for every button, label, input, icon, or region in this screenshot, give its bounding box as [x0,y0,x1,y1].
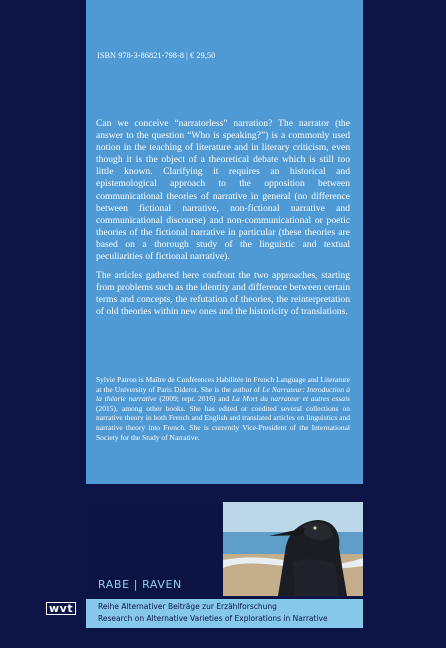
bio-text-2: (2009; repr. 2016) and [156,394,232,404]
bio-book-title-2: La Mort du narrateur et autres essais [231,394,350,404]
blurb-paragraph-2: The articles gathered here confront the two approaches, starting from problems such as the identity and difference between certain terms and concepts, the refutation of theories, the reinterpretation of old theories within new ones and the historicity of translations. [96,270,350,318]
bio-book-title-1: Le Narrateur: Introduction à la théorie narrative [96,384,351,404]
series-subtitle-english: Research on Alternative Varieties of Explorations in Narrative [98,614,328,623]
bio-text-3: (2015), among other books. She has edited or coedited several collections on narrative theory in both French and English and translated articles on linguistics and narrative theory into French. She is currently Vice-President of the International Society for the Study of Narrative. [96,403,350,442]
publisher-logo-text: wvt [46,602,76,615]
series-subtitle-german: Reihe Alternativer Beiträge zur Erzählforschung [98,602,277,611]
blurb [96,118,350,326]
series-title-block [86,502,223,596]
author-bio [96,375,350,442]
blurb-paragraph-1: Can we conceive “narratorless” narration? The narrator (the answer to the question “Who is speaking?”) is a commonly used notion in the teaching of literature and in literary criticism, even though it is the object of a theoretical debate which is still too little known. Clarifying it requires an historical and epistemological approach to the opposition between communicational theories of narrative in general (no difference between fictional narrative, non-fictional narrative and communicational discourse) and non-communicational or poetic theories of the fictional narrative in particular (these theories are based on a thorough study of the linguistic and textual peculiarities of fictional narrative). [96,118,350,263]
bio-text-1: Sylvie Patron is Maître de Conférences Habilitée in French Language and Literature at the University of Paris Diderot. She is the author of [96,375,350,394]
raven-image [223,502,363,596]
back-cover-panel [86,0,363,484]
isbn-price: ISBN 978-3-86821-798-8 | € 29,50 [97,51,216,60]
series-banner [86,502,363,628]
publisher-logo [46,602,76,615]
series-subtitle-band [86,599,363,628]
series-title: RABE | RAVEN [98,578,182,591]
raven-photo [223,502,363,596]
